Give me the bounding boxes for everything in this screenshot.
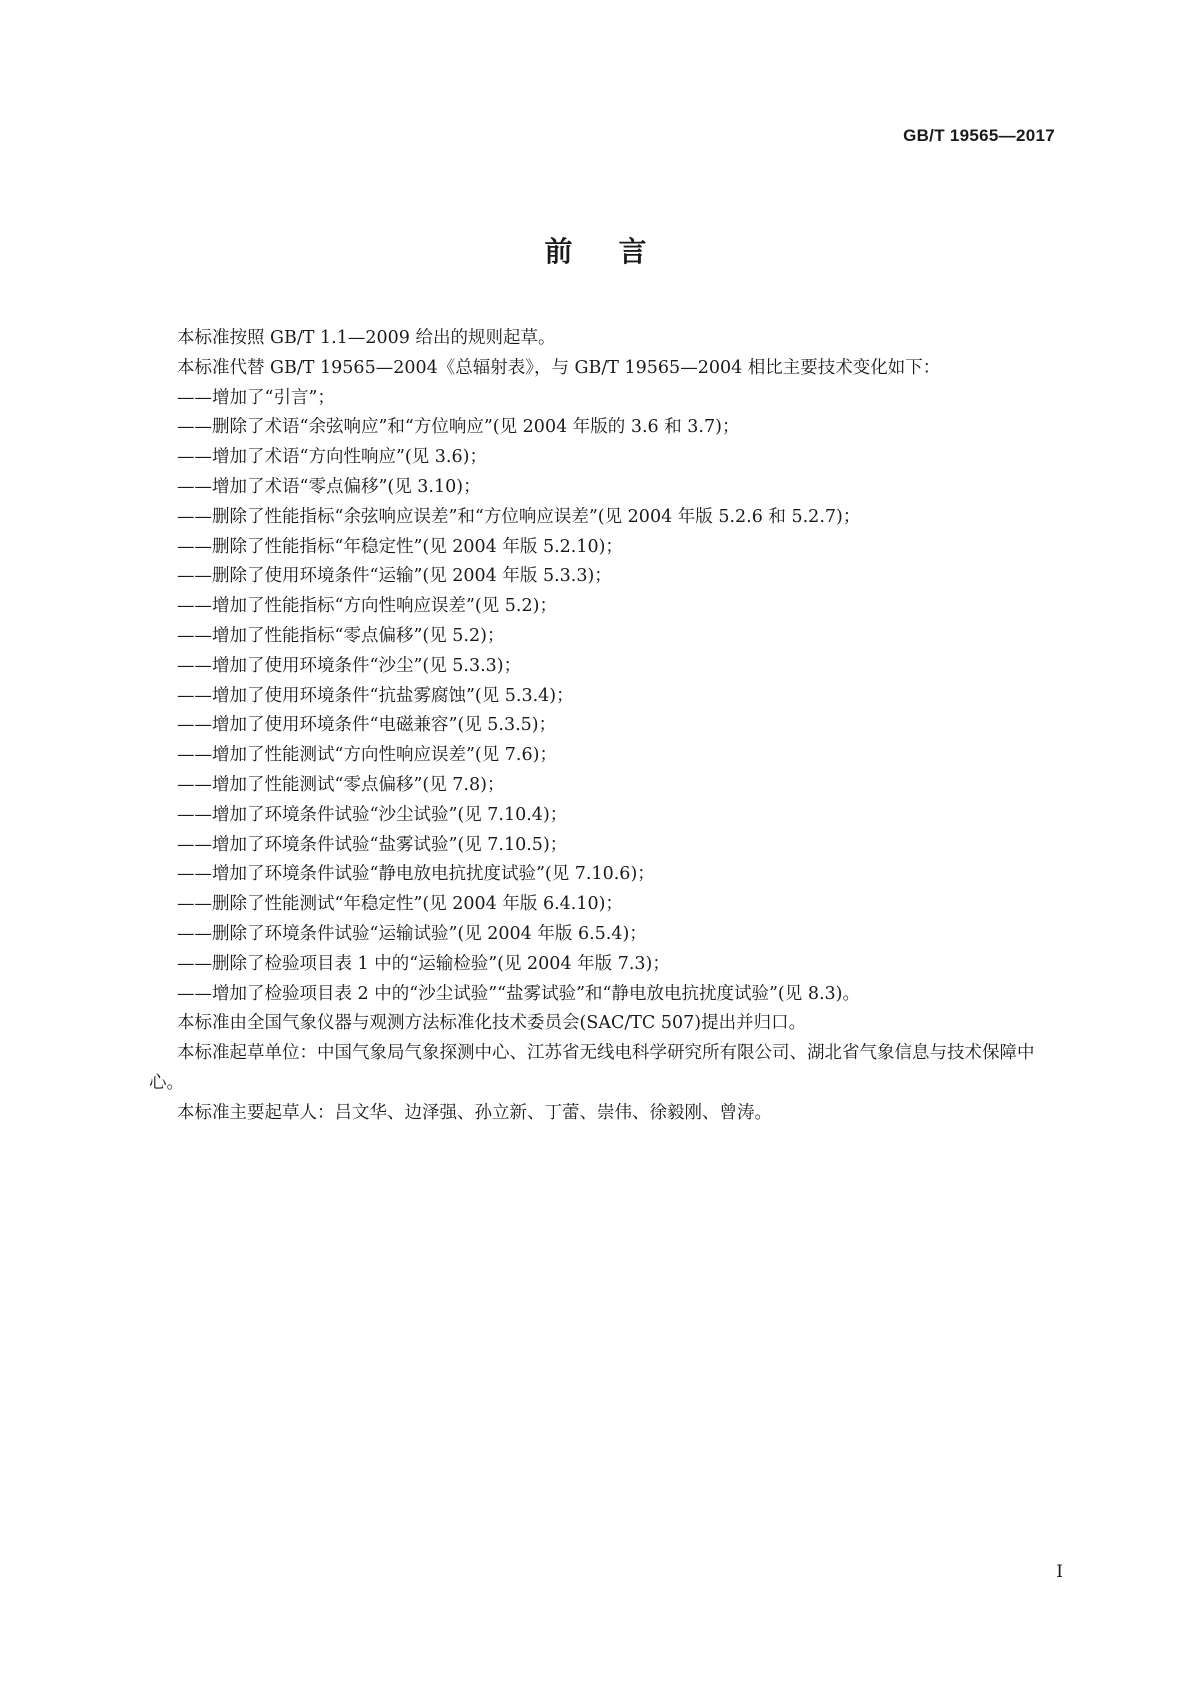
- page-number: I: [1056, 1562, 1063, 1582]
- change-item: ——增加了环境条件试验“盐雾试验”(见 7.10.5)；: [177, 834, 568, 855]
- change-item: ——增加了环境条件试验“沙尘试验”(见 7.10.4)；: [177, 804, 568, 825]
- change-item: ——增加了性能指标“方向性响应误差”(见 5.2)；: [177, 596, 557, 617]
- changes-list: [149, 384, 1069, 1010]
- drafting-units-paragraph: 本标准起草单位：中国气象局气象探测中心、江苏省无线电科学研究所有限公司、湖北省气象信息与技术保障中心。: [149, 1043, 1035, 1093]
- page-title: 前言: [544, 235, 693, 268]
- change-item: ——增加了性能指标“零点偏移”(见 5.2)；: [177, 625, 505, 646]
- change-item: ——增加了“引言”；: [177, 387, 335, 408]
- change-item: ——删除了检验项目表 1 中的“运输检验”(见 2004 年版 7.3)；: [177, 953, 670, 974]
- change-item: ——增加了检验项目表 2 中的“沙尘试验”“盐雾试验”和“静电放电抗扰度试验”(见 8.3)。: [177, 983, 860, 1004]
- change-item: ——删除了使用环境条件“运输”(见 2004 年版 5.3.3)；: [177, 566, 612, 587]
- change-item: ——增加了使用环境条件“沙尘”(见 5.3.3)；: [177, 655, 522, 676]
- change-item: ——增加了术语“零点偏移”(见 3.10)；: [177, 476, 481, 497]
- change-item: ——增加了性能测试“零点偏移”(见 7.8)；: [177, 774, 505, 795]
- change-item: ——删除了性能指标“余弦响应误差”和“方位响应误差”(见 2004 年版 5.2.6 和 5.2.7)；: [177, 506, 861, 527]
- change-item: ——增加了环境条件试验“静电放电抗扰度试验”(见 7.10.6)；: [177, 864, 655, 885]
- standard-code: GB/T 19565—2017: [903, 126, 1055, 145]
- drafters-paragraph: 本标准主要起草人：吕文华、边泽强、孙立新、丁蕾、崇伟、徐毅刚、曾涛。: [177, 1102, 772, 1123]
- intro-paragraph: 本标准代替 GB/T 19565—2004《总辐射表》，与 GB/T 19565—2004 相比主要技术变化如下：: [177, 357, 941, 378]
- change-item: ——增加了使用环境条件“抗盐雾腐蚀”(见 5.3.4)；: [177, 685, 574, 706]
- change-item: ——增加了术语“方向性响应”(见 3.6)；: [177, 447, 487, 468]
- change-item: ——删除了环境条件试验“运输试验”(见 2004 年版 6.5.4)；: [177, 923, 647, 944]
- change-item: ——删除了术语“余弦响应”和“方位响应”(见 2004 年版的 3.6 和 3.7)；: [177, 417, 740, 438]
- foreword-body: [149, 324, 1069, 1129]
- proposed-by-paragraph: 本标准由全国气象仪器与观测方法标准化技术委员会(SAC/TC 507)提出并归口。: [177, 1013, 807, 1034]
- change-item: ——增加了使用环境条件“电磁兼容”(见 5.3.5)；: [177, 715, 557, 736]
- change-item: ——删除了性能测试“年稳定性”(见 2004 年版 6.4.10)；: [177, 894, 623, 915]
- change-item: ——删除了性能指标“年稳定性”(见 2004 年版 5.2.10)；: [177, 536, 623, 557]
- intro-paragraph: 本标准按照 GB/T 1.1—2009 给出的规则起草。: [177, 328, 556, 348]
- change-item: ——增加了性能测试“方向性响应误差”(见 7.6)；: [177, 745, 557, 766]
